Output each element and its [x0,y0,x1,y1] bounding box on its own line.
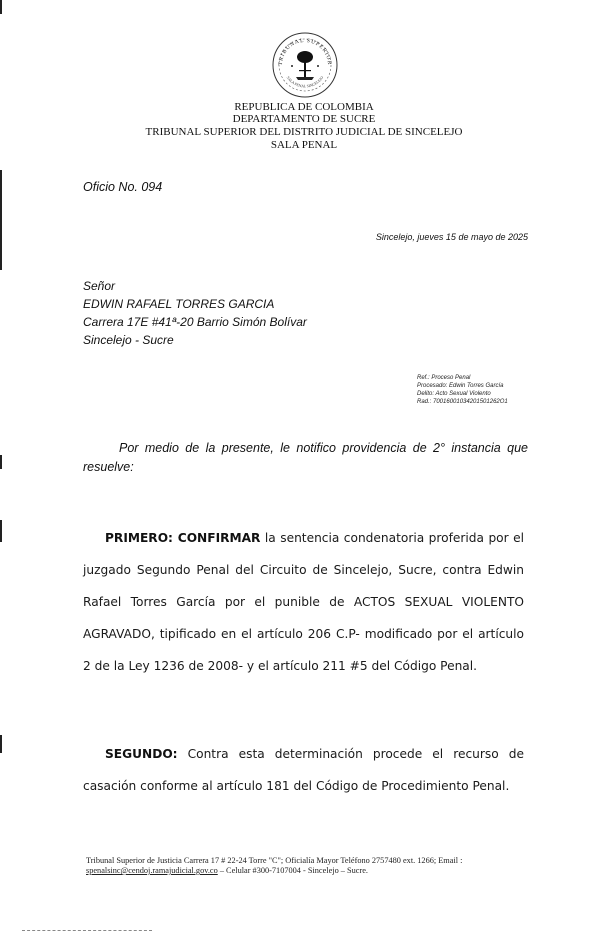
segundo-paragraph [83,738,524,802]
header-country: REPUBLICA DE COLOMBIA [234,101,374,113]
footer-contact [86,856,526,876]
scan-edge-mark [0,520,2,542]
segundo-text: Contra esta determinación procede el recurso de casación conforme al artículo 181 del Código de Procedimiento Penal. [83,747,524,793]
intro-paragraph: Por medio de la presente, le notifico providencia de 2° instancia que resuelve: [83,441,528,474]
oficio-number: Oficio No. 094 [83,180,163,194]
scan-edge-mark [0,455,2,469]
scan-edge-mark [0,170,2,270]
divider [22,930,152,931]
ref-line: Procesado: Edwin Torres García [417,383,504,389]
recipient-city: Sincelejo - Sucre [83,333,174,347]
reference-block [417,374,508,406]
header-chamber: SALA PENAL [270,139,338,151]
ref-line: Rad.: 70016001034201501262O1 [417,399,508,405]
header-tribunal: TRIBUNAL SUPERIOR DEL DISTRITO JUDICIAL DE SINCELEJO [145,126,463,138]
footer-email-link[interactable]: spenalsinc@cendoj.ramajudicial.gov.co [86,866,218,875]
ref-line: Ref.: Proceso Penal [417,375,471,381]
segundo-heading: SEGUNDO: [105,747,178,761]
footer-address: Tribunal Superior de Justicia Carrera 17 # 22-24 Torre "C"; Oficialía Mayor Teléfono 2757480 ext. 1266; Email : [86,856,463,865]
primero-heading: PRIMERO: CONFIRMAR [105,531,261,545]
recipient-salutation: Señor [83,279,116,293]
ref-line: Delito: Acto Sexual Violento [417,391,491,397]
scan-edge-mark [0,0,2,14]
scan-edge-mark [0,735,2,753]
primero-text: la sentencia condenatoria proferida por el juzgado Segundo Penal del Circuito de Sincelejo, Sucre, contra Edwin Rafael Torres García por el punible de ACTOS SEXUAL VIOLENTO AGRAVADO, tipificado en el artículo 206 C.P- modificado por el artículo 2 de la Ley 1236 de 2008- y el artículo 211 #5 del Código Penal. [83,531,524,673]
letter-date: Sincelejo, jueves 15 de mayo de 2025 [375,232,528,242]
footer-phone: – Celular #300-7107004 - Sincelejo – Sucre. [217,866,368,875]
seal-text-bottom: SALA PENAL SINCELEJO [285,75,325,89]
seal-text-top: TRIBUNAL SUPERIOR [277,37,333,66]
court-seal-icon [270,30,340,100]
primero-paragraph [83,522,524,682]
header-department: DEPARTAMENTO DE SUCRE [232,113,376,125]
recipient-name: EDWIN RAFAEL TORRES GARCIA [83,297,275,311]
recipient-address: Carrera 17E #41ª-20 Barrio Simón Bolívar [83,315,307,329]
